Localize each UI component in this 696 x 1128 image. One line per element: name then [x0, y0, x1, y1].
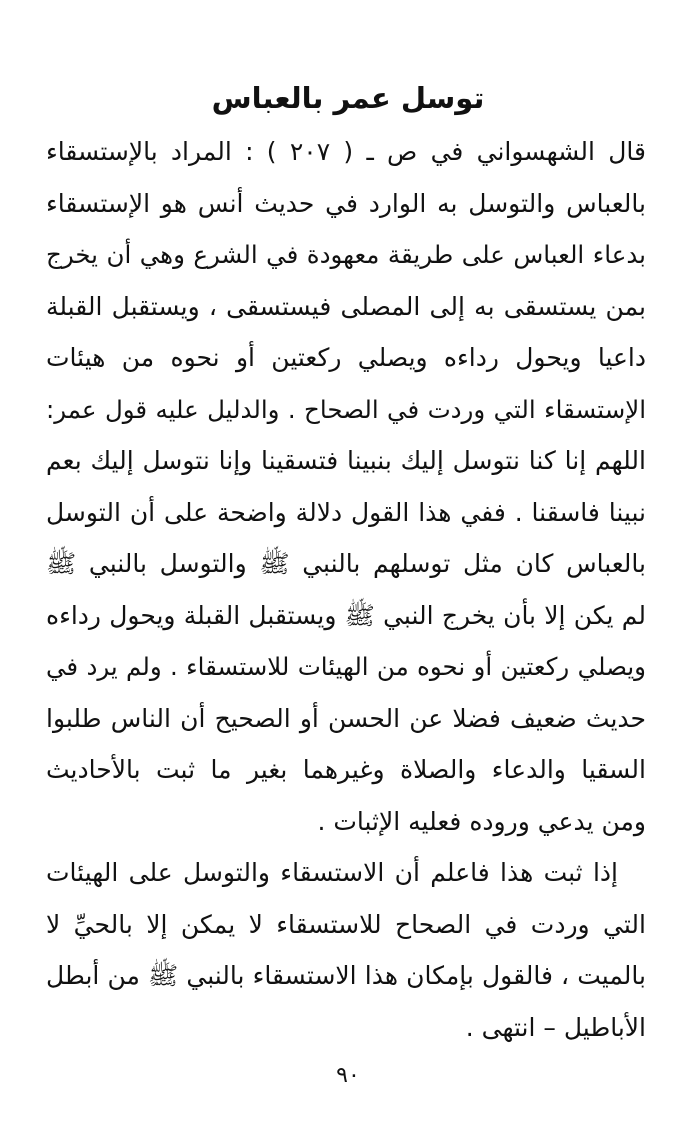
text-line: اللهم إنا كنا نتوسل إليك بنبينا فتسقينا وإنا نتوسل إليك بعم — [46, 446, 646, 475]
page-number: ٩٠ — [336, 1063, 360, 1088]
text-line: نبينا فاسقنا . ففي هذا القول دلالة واضحة على أن التوسل — [46, 497, 646, 527]
text-line: بالميت ، فالقول بإمكان هذا الاستسقاء بالنبي ﷺ من أبطل — [46, 961, 646, 990]
paragraph-end-line: ومن يدعي وروده فعليه الإثبات . — [317, 806, 646, 836]
text-line: التي وردت في الصحاح للاستسقاء لا يمكن إلا بالحيِّ لا — [46, 909, 646, 939]
body-text — [46, 126, 646, 1053]
text-line: لم يكن إلا بأن يخرج النبي ﷺ ويستقبل القبلة ويحول رداءه — [46, 600, 646, 630]
text-line: حديث ضعيف فضلا عن الحسن أو الصحيح أن الناس طلبوا — [46, 703, 646, 733]
text-line: السقيا والدعاء والصلاة وغيرهما بغير ما ثبت بالأحاديث — [46, 755, 646, 784]
text-line: قال الشهسواني في ص ـ ( ٢٠٧ ) : المراد بالإستسقاء — [46, 137, 646, 166]
text-line: ويصلي ركعتين أو نحوه من الهيئات للاستسقاء . ولم يرد في — [46, 652, 646, 681]
text-line: داعيا ويحول رداءه ويصلي ركعتين أو نحوه من هيئات — [46, 343, 646, 372]
paragraph-end-line: الأباطيل – انتهى . — [465, 1012, 646, 1042]
text-line: بدعاء العباس على طريقة معهودة في الشرع وهي أن يخرج — [46, 240, 646, 269]
text-line: إذا ثبت هذا فاعلم أن الاستسقاء والتوسل على الهيئات — [46, 858, 618, 887]
text-line: بالعباس كان مثل توسلهم بالنبي ﷺ والتوسل بالنبي ﷺ — [46, 549, 646, 578]
text-line: بالعباس والتوسل به الوارد في حديث أنس هو الإستسقاء — [46, 188, 646, 218]
text-line: الإستسقاء التي وردت في الصحاح . والدليل عليه قول عمر: — [46, 394, 646, 424]
text-line: بمن يستسقى به إلى المصلى فيستسقى ، ويستقبل القبلة — [46, 291, 646, 321]
page-title: توسل عمر بالعباس — [211, 81, 485, 115]
